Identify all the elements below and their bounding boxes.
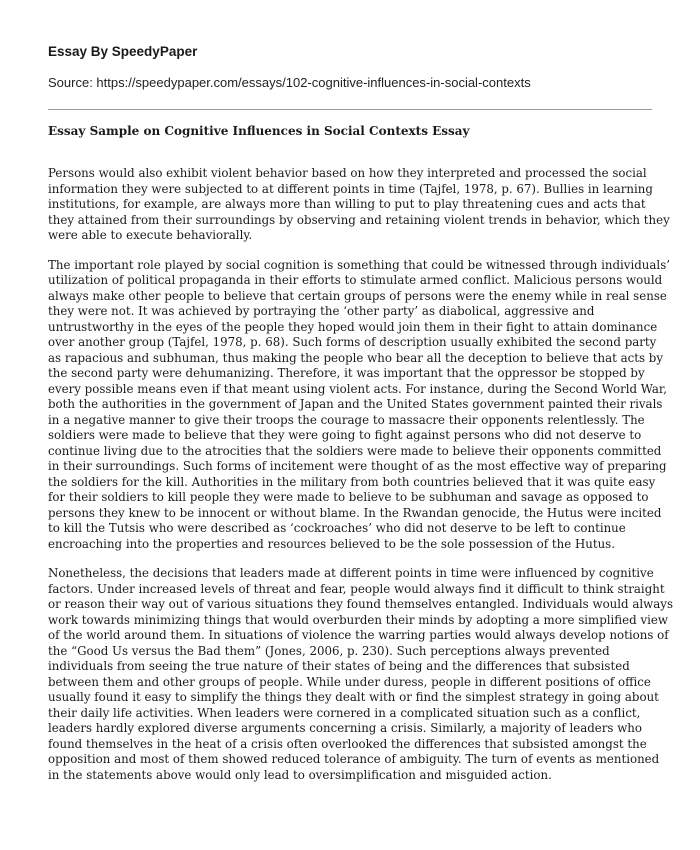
header-divider bbox=[48, 109, 652, 110]
essay-title: Essay Sample on Cognitive Influences in Social Contexts Essay bbox=[48, 124, 470, 138]
essay-paragraph-2: The important role played by social cognition is something that could be witnessed through individuals’ utilization of political propaganda in their efforts to stimulate armed conflict. Malicious persons would always make other people to believe that certain groups of persons were the enemy while in real sense they were not. It was achieved by portraying the ‘other party’ as diabolical, aggressive and untrustworthy in the eyes of the people they hoped would join them in their fight to attain dominance over another group (Tajfel, 1978, p. 68). Such forms of description usually exhibited the second party as rapacious and subhuman, thus making the people who bear all the deception to believe that acts by the second party were dehumanizing. Therefore, it was important that the oppressor be stopped by every possible means even if that meant using violent acts. For instance, during the Second World War, both the authorities in the government of Japan and the United States government painted their rivals in a negative manner to give their troops the courage to massacre their opponents relentlessly. The soldiers were made to believe that they were going to fight against persons who did not deserve to continue living due to the atrocities that the soldiers were made to believe their opponents committed in their surroundings. Such forms of incitement were thought of as the most effective way of preparing the soldiers for the kill. Authorities in the military from both countries believed that it was quite easy for their soldiers to kill people they were made to believe to be subhuman and savage as opposed to persons they knew to be innocent or without blame. In the Rwandan genocide, the Hutus were incited to kill the Tutsis who were described as ‘cockroaches’ who did not deserve to be left to continue encroaching into the properties and resources believed to be the sole possession of the Hutus. bbox=[48, 257, 671, 551]
brand-title: Essay By SpeedyPaper bbox=[48, 44, 198, 59]
essay-paragraph-1: Persons would also exhibit violent behavior based on how they interpreted and processed the social information they were subjected to at different points in time (Tajfel, 1978, p. 67). Bullies in learning institutions, for example, are always more than willing to put to play threatening cues and acts that they attained from their surroundings by observing and retaining violent trends in behavior, which they were able to execute behaviorally. bbox=[48, 166, 670, 242]
essay-paragraph-3: Nonetheless, the decisions that leaders made at different points in time were influenced by cognitive factors. Under increased levels of threat and fear, people would always find it difficult to think straight or reason their way out of various situations they found themselves entangled. Individuals would always work towards minimizing things that would overburden their minds by adopting a more simplified view of the world around them. In situations of violence the warring parties would always develop notions of the “Good Us versus the Bad them” (Jones, 2006, p. 230). Such perceptions always prevented individuals from seeing the true nature of their states of being and the differences that subsisted between them and other groups of people. While under duress, people in different positions of office usually found it easy to simplify the things they dealt with or find the simplest strategy in going about their daily life activities. When leaders were cornered in a complicated situation such as a conflict, leaders hardly explored diverse arguments concerning a crisis. Similarly, a majority of leaders who found themselves in the heat of a crisis often overlooked the differences that subsisted amongst the opposition and most of them showed reduced tolerance of ambiguity. The turn of events as mentioned in the statements above would only lead to oversimplification and misguided action. bbox=[48, 566, 673, 782]
source-line: Source: https://speedypaper.com/essays/102-cognitive-influences-in-social-contexts bbox=[48, 75, 531, 90]
essay-body bbox=[48, 166, 673, 797]
